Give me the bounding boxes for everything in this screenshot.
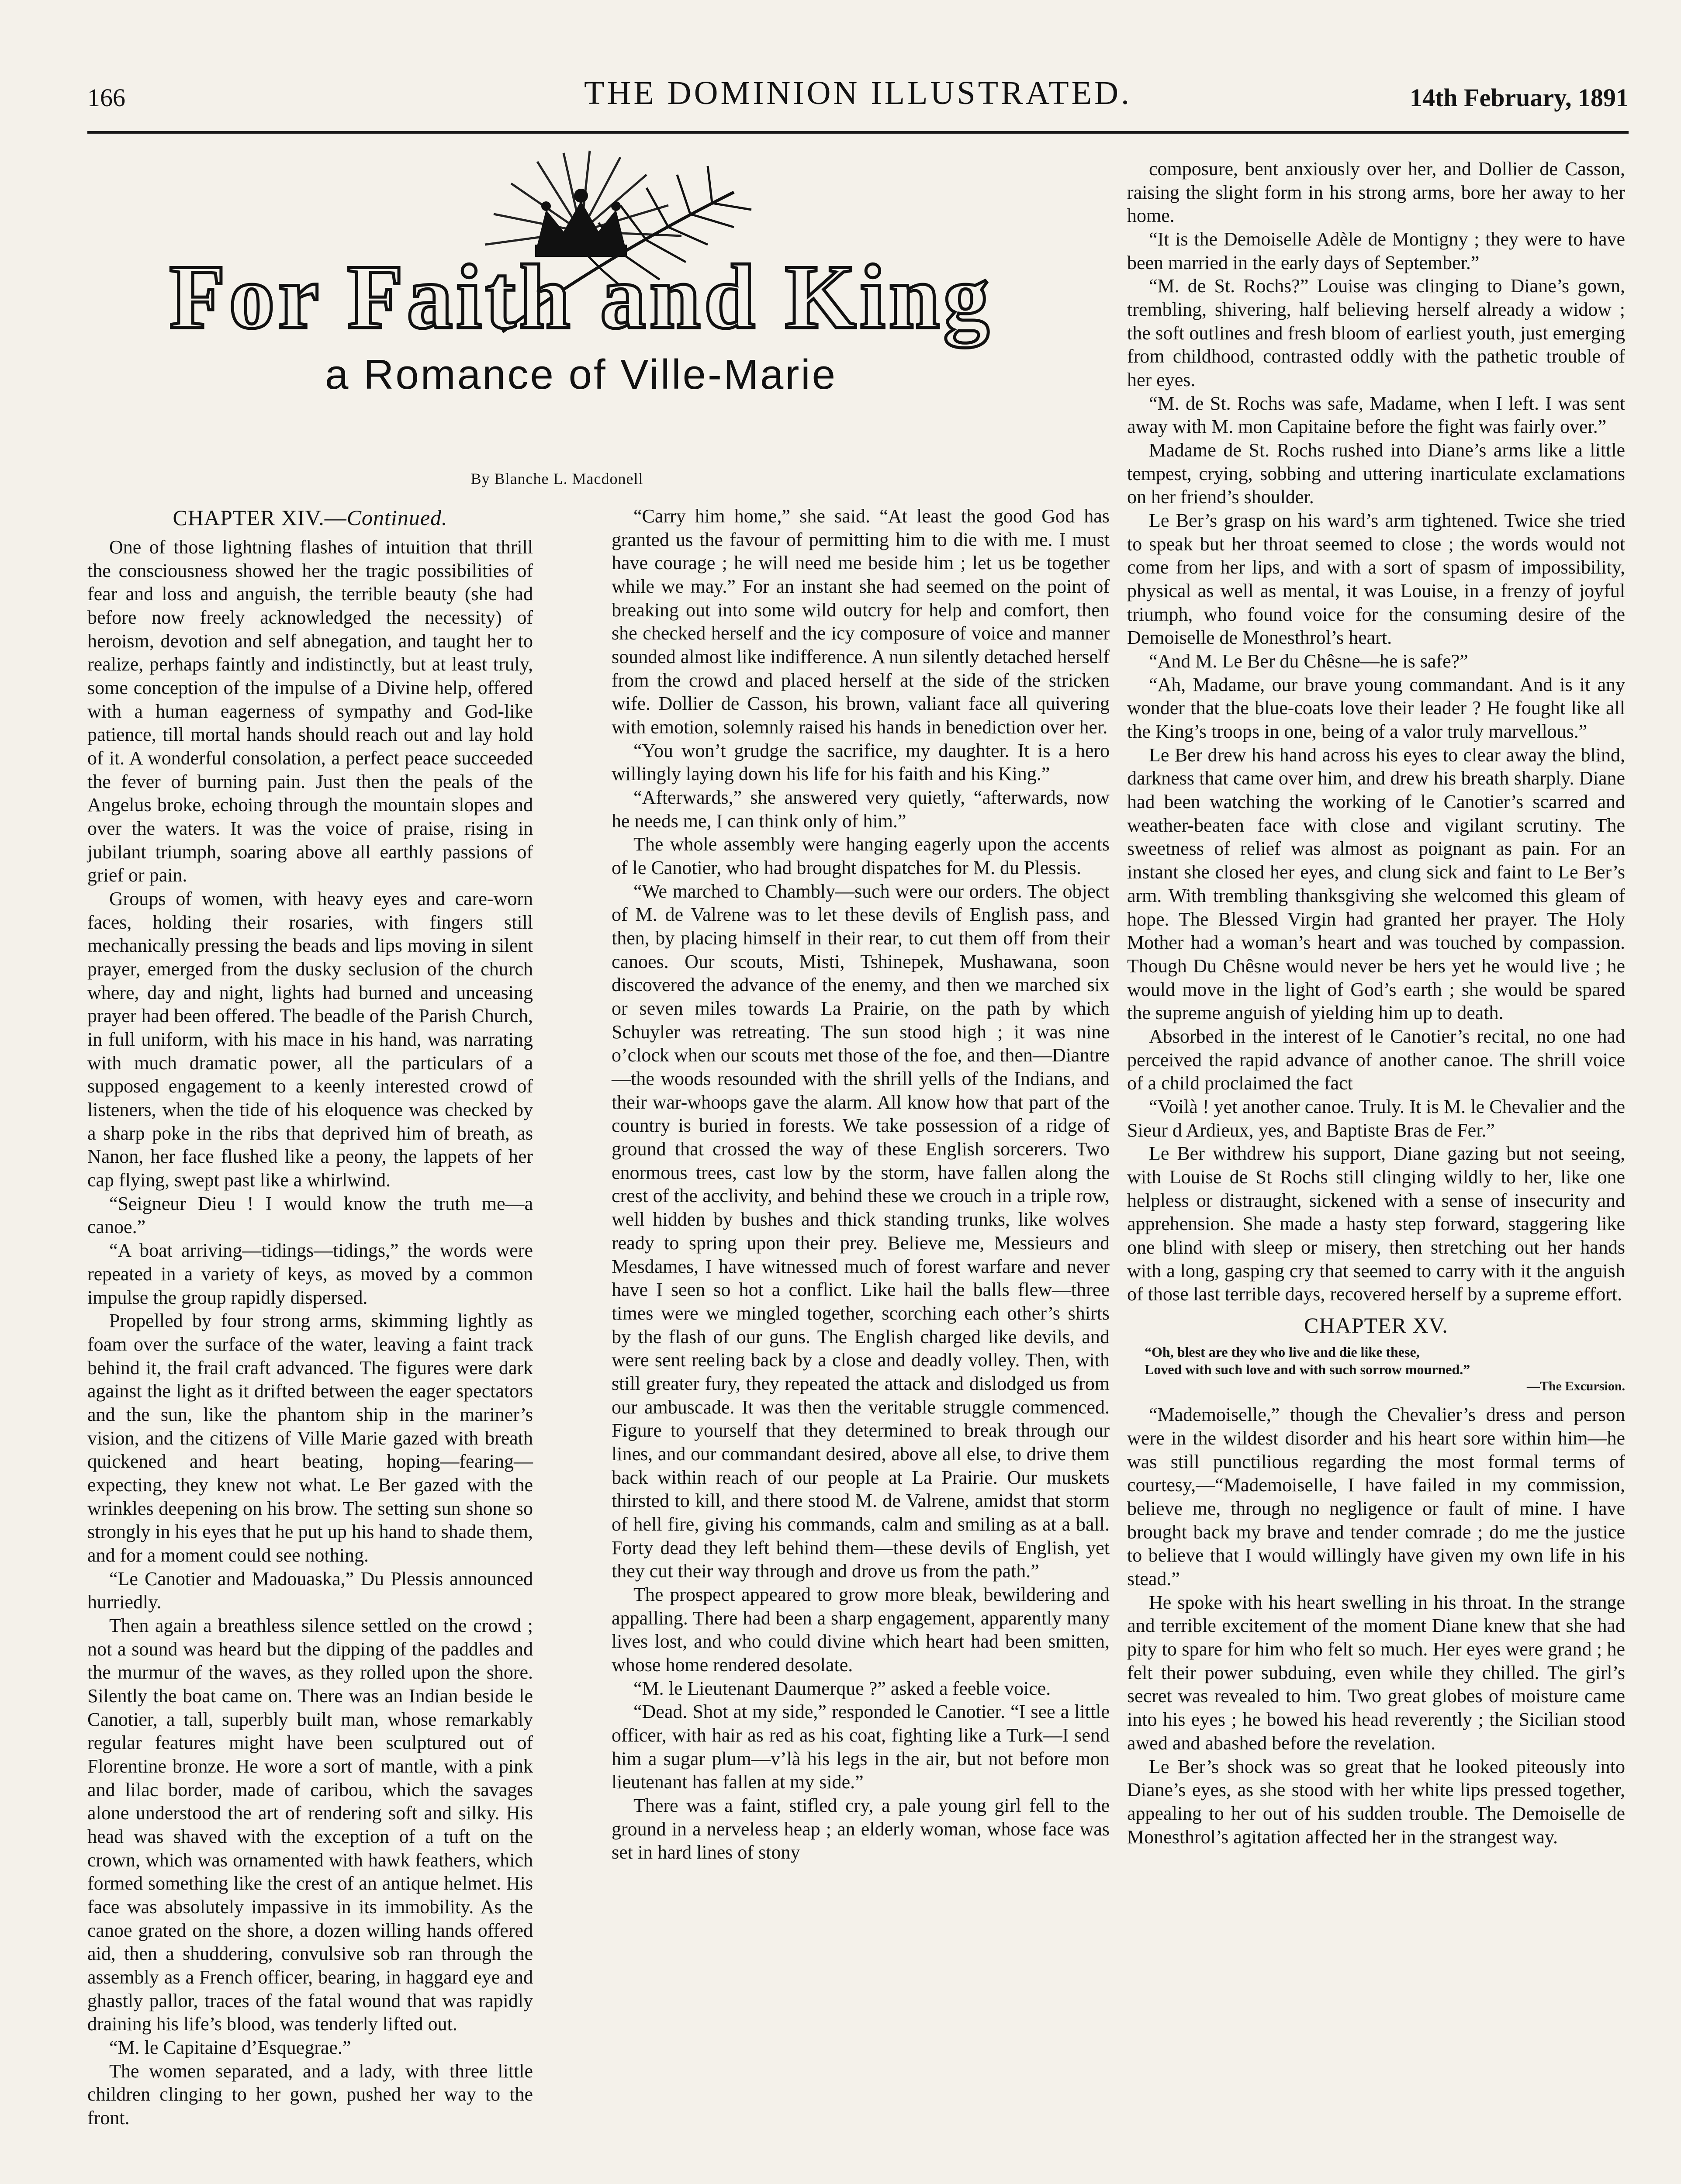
paragraph: “Voilà ! yet another canoe. Truly. It is M. le Chevalier and the Sieur d Ardieux, yes, and Baptiste Bras de Fer.” [1127,1095,1625,1141]
paragraph: “M. de St. Rochs?” Louise was clinging to Diane’s gown, trembling, shivering, half believing herself already a widow ; the soft outlines and fresh bloom of earliest youth, just emerging from childhood, contrasted oddly with the pathetic trouble of her eyes. [1127,275,1625,391]
paragraph: The whole assembly were hanging eagerly upon the accents of le Canotier, who had brought dispatches for M. du Plessis. [612,833,1110,879]
paragraph: “Mademoiselle,” though the Chevalier’s dress and person were in the wildest disorder and his heart sore within him—he was still punctilious regarding the most formal terms of courtesy,—“Mademoiselle, I have failed in my commission, believe me, through no negligence or fault of mine. I have brought back my brave and tender comrade ; do me the justice to believe that I would willingly have given my own life in his stead.” [1127,1404,1625,1590]
paragraph: “A boat arriving—tidings—tidings,” the words were repeated in a variety of keys, as moved by a common impulse the group rapidly dispersed. [87,1240,533,1308]
paragraph: Le Ber drew his hand across his eyes to clear away the blind, darkness that came over him, and drew his breath sharply. Diane had been watching the working of le Canotier’s scarred and weather-beaten face with close and vigilant scrutiny. The sweetness of relief was almost as poignant as pain. For an instant she closed her eyes, and clung sick and faint to Le Ber’s arm. With trembling thanksgiving she welcomed this gleam of hope. The Blessed Virgin had granted her prayer. The Holy Mother had a woman’s heart and was touched by compassion. Though Du Chêsne would never be hers yet he would live ; he would move in the light of God’s earth ; she would be spared the supreme anguish of yielding him up to death. [1127,744,1625,1024]
paragraph: composure, bent anxiously over her, and Dollier de Casson, raising the slight form in his strong arms, bore her away to her home. [1127,158,1625,227]
paragraph: “M. le Capitaine d’Esquegrae.” [109,2037,351,2058]
paragraph: “M. de St. Rochs was safe, Madame, when I left. I was sent away with M. mon Capitaine before the fight was fairly over.” [1127,392,1625,438]
paragraph: “Dead. Shot at my side,” responded le Canotier. “I see a little officer, with hair as red as his coat, fighting like a Turk—I send him a sugar plum—v’là his legs in the air, but not before mon lieutenant has fallen at my side.” [612,1701,1110,1793]
paragraph: Le Ber’s shock was so great that he looked piteously into Diane’s eyes, as she stood with her white lips pressed together, appealing to her out of his sudden trouble. The Demoiselle de Monesthrol’s agitation affected her in the strangest way. [1127,1755,1625,1848]
title-art-heading: For Faith and King [169,246,993,348]
paragraph: “Seigneur Dieu ! I would know the truth me—a canoe.” [87,1192,533,1238]
continued-label: Continued. [346,505,448,530]
epigraph-line: Loved with such love and with such sorrow mourned.” [1145,1361,1470,1377]
paragraph: Groups of women, with heavy eyes and care-worn faces, holding their rosaries, with fingers still mechanically pressing the beads and lips moving in silent prayer, emerged from the dusky seclusion of the church where, day and night, lights had burned and unceasing prayer had been offered. The beadle of the Parish Church, in full uniform, with his mace in his hand, was narrating with much dramatic power, all the particulars of a supposed engagement to a keenly interested crowd of listeners, when the tide of his eloquence was checked by a sharp poke in the ribs that deprived him of breath, as Nanon, her face flushed like a peony, the lappets of her cap flying, swept past like a whirlwind. [87,888,533,1191]
paragraph: “Ah, Madame, our brave young commandant. And is it any wonder that the blue-coats love their leader ? He fought like all the King’s troops in one, being of a valor truly marvellous.” [1127,674,1625,743]
header-rule [87,131,1629,134]
paragraph: One of those lightning flashes of intuition that thrill the consciousness showed her the tragic possibilities of fear and loss and anguish, the terrible beauty (she had before now freely acknowledged the necessity) of heroism, devotion and self abnegation, and taught her to realize, perhaps faintly and indistinctly, but at least truly, some conception of the impulse of a Divine help, offered with a human eagerness of sympathy and God-like patience, till mortal hands should reach out and lay hold of it. A wonderful consolation, a perfect peace succeeded the fever of burning pain. Just then the peals of the Angelus broke, echoing through the mountain slopes and over the waters. It was the voice of praise, rising in jubilant triumph, soaring above all earthly passions of grief or pain. [87,536,533,886]
paragraph: Then again a breathless silence settled on the crowd ; not a sound was heard but the dipping of the paddles and the murmur of the waves, as they rolled upon the shore. Silently the boat came on. There was an Indian beside le Canotier, a tall, superbly built man, whose remarkably regular features might have been sculptured out of Florentine bronze. He wore a sort of mantle, with a pink and lilac border, made of caribou, which the savages alone understood the art of rendering soft and silky. His head was shaved with the exception of a tuft on the crown, which was ornamented with hawk feathers, which formed something like the crest of an antique helmet. His face was absolutely impassive in its immobility. As the canoe grated on the shore, a dozen willing hands offered aid, then a shuddering, convulsive sob ran through the assembly as a French officer, bearing, in haggard eye and ghastly pallor, traces of the fatal wound that was rapidly draining his life’s blood, was tenderly lifted out. [87,1614,533,2035]
paragraph: Absorbed in the interest of le Canotier’s recital, no one had perceived the rapid advance of another canoe. The shrill voice of a child proclaimed the fact [1127,1025,1625,1094]
chapter-15-heading: CHAPTER XV. [1304,1313,1448,1337]
paragraph: “It is the Demoiselle Adèle de Montigny ; they were to have been married in the early days of September.” [1127,228,1625,273]
title-art-subtitle: a Romance of Ville-Marie [325,351,837,398]
paragraph: Propelled by four strong arms, skimming lightly as foam over the surface of the water, leaving a faint track behind it, the frail craft advanced. The figures were dark against the light as it drifted between the eager spectators and the sun, like the phantom ship in the mariner’s vision, and the citizens of Ville Marie gazed with breath quickened and heart beating, hoping—fearing—expecting, they knew not what. Le Ber gazed with the wrinkles deepening on his brow. The setting sun shone so strongly in his eyes that he put up his hand to shade them, and for a moment could see nothing. [87,1310,533,1566]
title-illustration [144,144,1018,428]
column-1 [87,505,533,2130]
paragraph: He spoke with his heart swelling in his throat. In the strange and terrible excitement of the moment Diane knew that she had pity to spare for him who felt so much. Her eyes were grand ; he felt their power subduing, even while they chilled. The girl’s secret was revealed to him. Two great globes of moisture came into his eyes ; he bowed his head reverently ; the Sicilian stood awed and abashed before the revelation. [1127,1591,1625,1754]
epigraph-attribution: —The Excursion. [1526,1379,1625,1393]
paragraph: Le Ber withdrew his support, Diane gazing but not seeing, with Louise de St Rochs still clinging wildly to her, like one helpless or distraught, sickened with a sense of insecurity and apprehension. She made a hasty step forward, staggering like one blind with sleep or misery, then stretching out her hands with a long, gasping cry that seemed to carry with it the anguish of those last terrible days, recovered herself by a supreme effort. [1127,1143,1625,1305]
paragraph: “M. le Lieutenant Daumerque ?” asked a feeble voice. [633,1677,1051,1699]
epigraph-line: “Oh, blest are they who live and die like these, [1145,1344,1420,1360]
paragraph: “Afterwards,” she answered very quietly, “afterwards, now he needs me, I can think only of him.” [612,787,1110,832]
paragraph: The prospect appeared to grow more bleak, bewildering and appalling. There had been a sharp engagement, apparently many lives lost, and who could divine which heart had been smitten, whose home rendered desolate. [612,1583,1110,1676]
running-header [87,74,1629,127]
paragraph: “Carry him home,” she said. “At least the good God has granted us the favour of permitting him to die with me. I must have courage ; he will need me beside him ; let us be together while we may.” For an instant she had seemed on the point of breaking out into some wild outcry for help and comfort, then she checked herself and the icy composure of voice and manner sounded almost like indifference. A nun silently detached herself from the crowd and placed herself at the side of the stricken wife. Dollier de Casson, his brown, valiant face all quivering with emotion, solemnly raised his hands in benediction over her. [612,505,1110,738]
paragraph: “You won’t grudge the sacrifice, my daughter. It is a hero willingly laying down his life for his faith and his King.” [612,740,1110,785]
column-2 [612,505,1110,1864]
paragraph: The women separated, and a lady, with three little children clinging to her gown, pushed her way to the front. [87,2060,533,2129]
paragraph: Madame de St. Rochs rushed into Diane’s arms like a little tempest, crying, sobbing and uttering inarticulate exclamations on her friend’s shoulder. [1127,439,1625,508]
epigraph [1127,1343,1625,1395]
chapter-14-heading: CHAPTER XIV.—Continued. [173,505,448,530]
issue-date: 14th February, 1891 [1409,83,1629,112]
journal-title: THE DOMINION ILLUSTRATED. [584,75,1132,111]
paragraph: “And M. Le Ber du Chêsne—he is safe?” [1149,650,1468,672]
byline: By Blanche L. Macdonell [470,470,643,487]
page-number: 166 [87,83,125,112]
column-3 [1127,157,1625,1849]
paragraph: There was a faint, stifled cry, a pale young girl fell to the ground in a nerveless heap ; an elderly woman, whose face was set in hard lines of stony [612,1794,1110,1863]
paragraph: “Le Canotier and Madouaska,” Du Plessis announced hurriedly. [87,1568,533,1613]
paragraph: “We marched to Chambly—such were our orders. The object of M. de Valrene was to let these devils of English pass, and then, by placing himself in their rear, to cut them off from their canoes. Our scouts, Misti, Tshinepek, Mushawana, soon discovered the advance of the enemy, and then we marched six or seven miles towards La Prairie, on the path by which Schuyler was retreating. The sun stood high ; it was nine o’clock when our scouts met those of the foe, and then—Diantre—the woods resounded with the shrill yells of the Indians, and their war-whoops gave the alarm. All know how that part of the country is buried in forests. We take possession of a ridge of ground that crossed the way of these English sorcerers. Two enormous trees, cast low by the storm, have fallen along the crest of the acclivity, and behind these we crouch in a triple row, well hidden by bushes and thick standing trunks, like wolves ready to spring upon their prey. Believe me, Messieurs and Mesdames, I have witnessed much of forest warfare and never have I seen so hot a conflict. Like hail the balls flew—three times were we mingled together, scorching each other’s shirts by the flash of our guns. The English charged like devils, and were sent reeling back by a close and deadly volley. Then, with still greater fury, they repeated the attack and dislodged us from our ambuscade. It was then the veritable struggle commenced. Figure to yourself that they determined to break through our lines, and our commandant desired, above all else, to drive them back within reach of our people at La Prairie. Our muskets thirsted to kill, and there stood M. de Valrene, amidst that storm of hell fire, giving his commands, calm and smiling as at a ball. Forty dead they left behind them—these devils of English, yet they cut their way through and drove us from the path.” [612,880,1110,1582]
paragraph: Le Ber’s grasp on his ward’s arm tightened. Twice she tried to speak but her throat seemed to close ; the words would not come from her lips, and with a sort of spasm of impossibility, physical as well as mental, it was Louise, in a frenzy of joyful triumph, who found voice for the consuming desire of the Demoiselle de Monesthrol’s heart. [1127,510,1625,649]
